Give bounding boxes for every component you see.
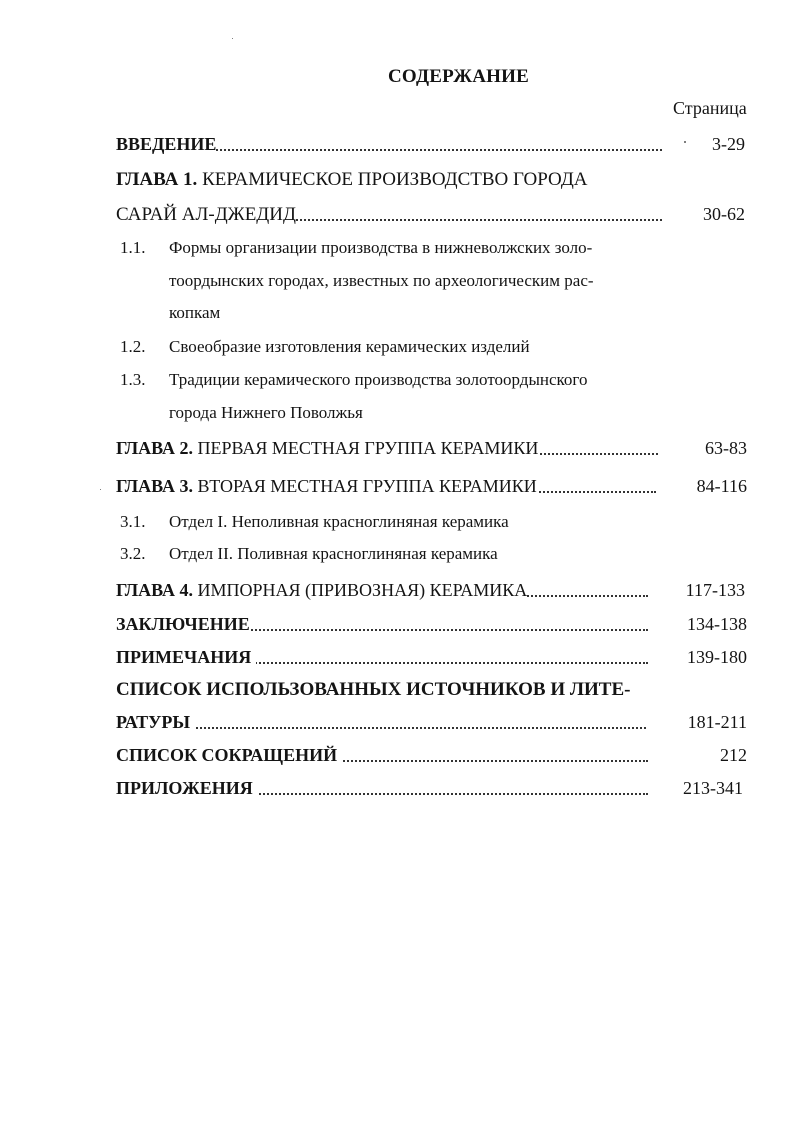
scan-speck <box>100 489 101 490</box>
toc-entry-ch1-line1 <box>116 168 588 192</box>
toc-entry-notes <box>116 645 648 669</box>
toc-page: 84-116 <box>696 476 747 496</box>
subsection-title: Своеобразие изготовления керамических изделий <box>169 337 530 356</box>
subsection-title: Отдел II. Поливная красноглиняная керамика <box>169 544 498 563</box>
chapter-title: КЕРАМИЧЕСКОЕ ПРОИЗВОДСТВО ГОРОДА <box>202 169 588 190</box>
chapter-number: ГЛАВА 2. <box>116 438 194 458</box>
toc-label: ПРИМЕЧАНИЯ <box>116 647 252 667</box>
page-column-label: Страница <box>673 98 747 118</box>
toc-page: 181-211 <box>687 712 747 732</box>
toc-page: 3-29 <box>712 134 745 154</box>
dot-leader <box>116 727 646 729</box>
chapter-title: ПЕРВАЯ МЕСТНАЯ ГРУППА КЕРАМИКИ <box>197 438 539 458</box>
toc-entry-conclusion <box>116 612 648 636</box>
subsection-number: 1.1. <box>120 238 146 257</box>
subsection-title-cont: тоордынских городах, известных по археологическим рас- <box>169 271 594 290</box>
chapter-number: ГЛАВА 1. <box>116 169 198 190</box>
toc-page: 117-133 <box>685 580 745 600</box>
subsection-number: 3.2. <box>120 544 146 563</box>
subsection-title: Формы организации производства в нижневолжских золо- <box>169 238 593 257</box>
chapter-title: ВТОРАЯ МЕСТНАЯ ГРУППА КЕРАМИКИ <box>197 476 537 496</box>
toc-entry-ch4 <box>116 578 648 602</box>
subsection-number: 1.2. <box>120 337 146 356</box>
subsection-number: 3.1. <box>120 512 146 531</box>
page-title: СОДЕРЖАНИЕ <box>388 66 529 87</box>
toc-page: 139-180 <box>687 647 747 667</box>
toc-entry-ch3 <box>116 474 656 498</box>
chapter-title: ИМПОРНАЯ (ПРИВОЗНАЯ) КЕРАМИКА <box>197 580 528 600</box>
toc-label: СПИСОК СОКРАЩЕНИЙ <box>116 745 338 765</box>
subsection-number: 1.3. <box>120 370 146 389</box>
toc-label: ВВЕДЕНИЕ <box>116 134 217 154</box>
scan-speck <box>684 141 686 143</box>
toc-label: РАТУРЫ <box>116 712 190 732</box>
toc-entry-sources-line1: СПИСОК ИСПОЛЬЗОВАННЫХ ИСТОЧНИКОВ И ЛИТЕ- <box>116 679 631 700</box>
scan-speck <box>232 38 233 39</box>
subsection-title: Традиции керамического производства золотоордынского <box>169 370 588 389</box>
toc-page: 63-83 <box>705 438 747 458</box>
toc-page: 213-341 <box>683 778 743 798</box>
chapter-number: ГЛАВА 3. <box>116 476 194 496</box>
chapter-title-cont: САРАЙ АЛ-ДЖЕДИД <box>116 204 296 225</box>
toc-entry-ch2 <box>116 436 658 460</box>
toc-entry-appendix <box>116 776 648 800</box>
toc-label: ЗАКЛЮЧЕНИЕ <box>116 614 250 634</box>
subsection-title-cont: копкам <box>169 303 221 322</box>
toc-page: 30-62 <box>703 204 745 224</box>
toc-entry-ch1-line2 <box>116 202 662 226</box>
subsection-title: Отдел I. Неполивная красноглиняная керамика <box>169 512 509 531</box>
toc-page: 134-138 <box>687 614 747 634</box>
subsection-title-cont: города Нижнего Поволжья <box>169 403 363 422</box>
chapter-number: ГЛАВА 4. <box>116 580 194 600</box>
toc-entry-sources-line2 <box>116 710 646 734</box>
toc-page: 212 <box>720 745 747 765</box>
toc-entry-abbrev <box>116 743 648 767</box>
toc-label: ПРИЛОЖЕНИЯ <box>116 778 253 798</box>
toc-entry-intro <box>116 132 662 156</box>
